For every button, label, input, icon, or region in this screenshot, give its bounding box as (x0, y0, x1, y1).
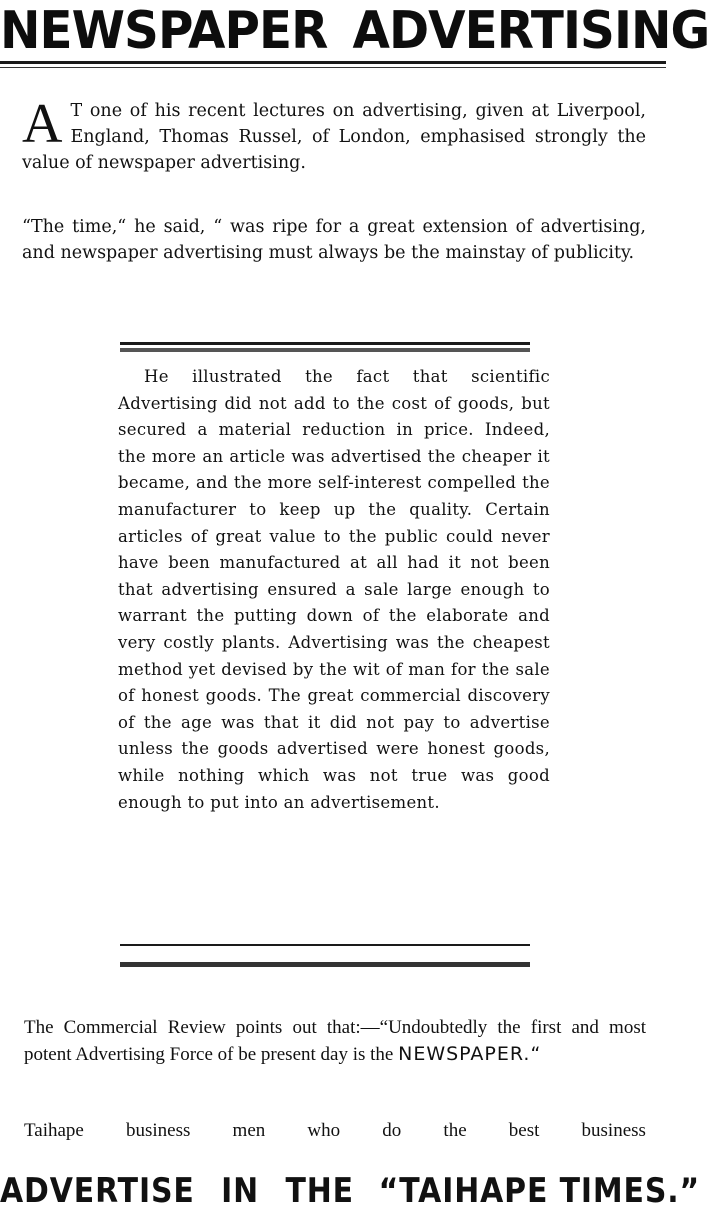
review-text: The Commercial Review points out that:—“Undoubtedly the first and most potent Advertising Force of be present day is the (24, 1017, 646, 1065)
boxed-article (118, 364, 550, 816)
review-emphasis: NEWSPAPER.“ (398, 1043, 542, 1065)
headline-word-advertising: ADVERTISING (352, 1, 709, 61)
box-bottom-rule-2 (120, 962, 530, 967)
business-word: do (382, 1120, 402, 1141)
box-top-rule-2 (120, 348, 530, 352)
business-word: business (581, 1120, 646, 1141)
business-word: business (126, 1120, 191, 1141)
box-top-rule (120, 342, 530, 345)
business-word: the (443, 1120, 467, 1141)
lead-text: T one of his recent lectures on advertising, given at Liverpool, England, Thomas Russel, of London, emphasised strongly the value of newspaper advertising. (22, 101, 646, 173)
drop-cap: A (22, 93, 63, 155)
lead-paragraph (22, 93, 646, 176)
top-rule-thick (0, 61, 666, 64)
footer-word-the: THE (285, 1171, 355, 1211)
top-rule-thin (0, 67, 666, 68)
business-line (24, 1117, 646, 1144)
business-word: Taihape (24, 1120, 84, 1141)
business-word: who (307, 1120, 341, 1141)
review-paragraph (24, 1014, 646, 1068)
headline (0, 0, 709, 62)
footer-word-taihape-times: “TAIHAPE TIMES.” (378, 1171, 701, 1211)
business-word: men (232, 1120, 266, 1141)
footer-slogan (0, 1170, 701, 1212)
business-word: best (508, 1120, 540, 1141)
boxed-article-text: He illustrated the fact that scientific Advertising did not add to the cost of goods, but secured a material reduction in price. Indeed, the more an article was advertised the cheaper it became, and the more self-interest compelled the manufacturer to keep up the quality. Certain articles of great value to the public could never have been manufactured at all had it not been that advertising ensured a sale large enough to warrant the putting down of the elaborate and very costly plants. Advertising was the cheapest method yet devised by the wit of man for the sale of honest goods. The great commercial discovery of the age was that it did not pay to advertise unless the goods advertised were honest goods, while nothing which was not true was good enough to put into an advertisement. (118, 367, 550, 812)
box-bottom-rule (120, 944, 530, 946)
footer-word-advertise: ADVERTISE (0, 1171, 195, 1211)
headline-word-newspaper: NEWSPAPER (0, 1, 328, 61)
quote-paragraph: “The time,“ he said, “ was ripe for a great extension of advertising, and newspaper advertising must always be the mainstay of publicity. (22, 217, 646, 263)
footer-word-in: IN (221, 1171, 260, 1211)
